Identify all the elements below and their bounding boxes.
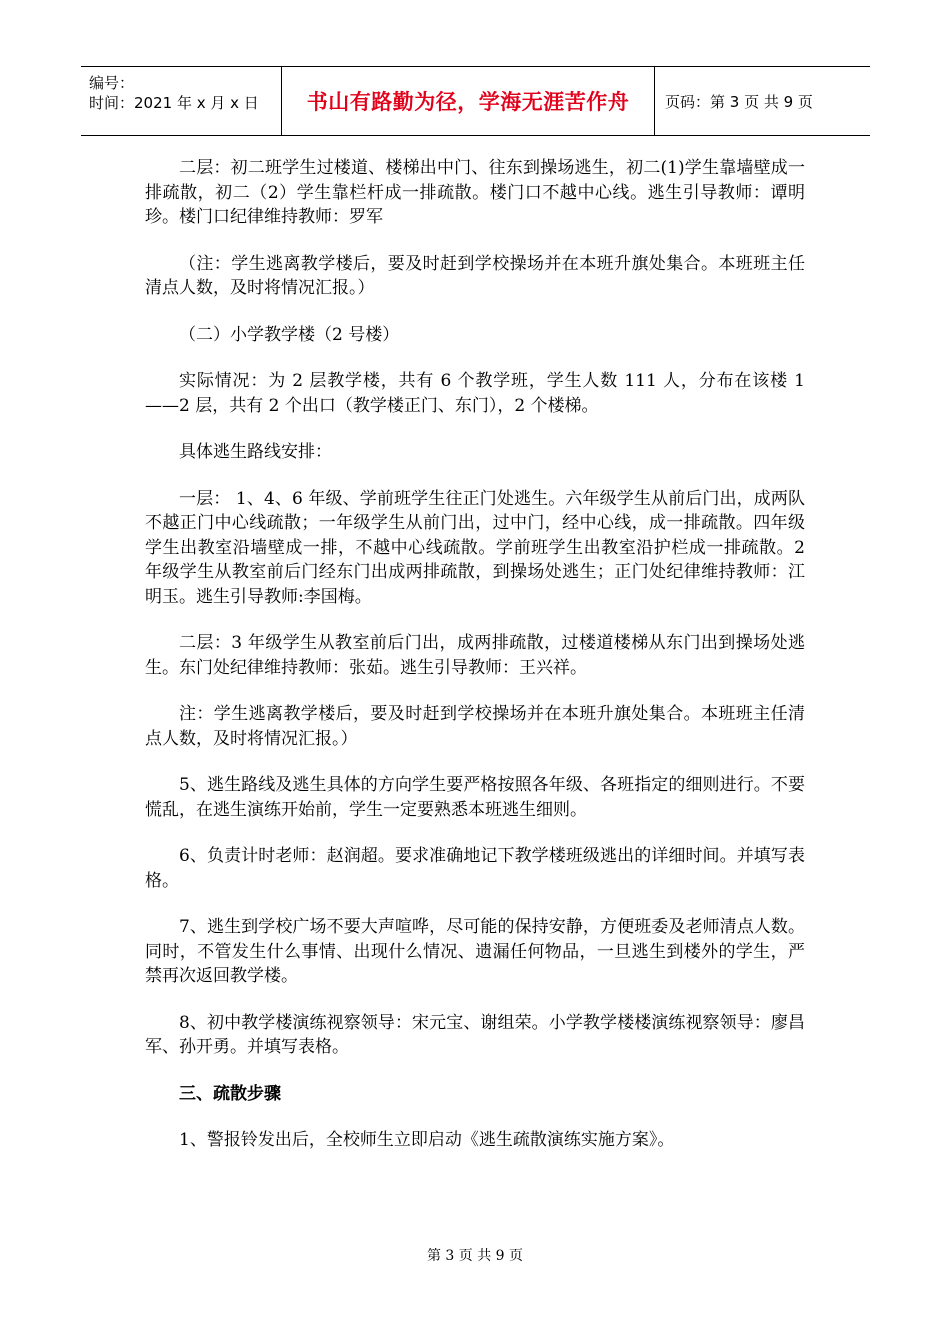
paragraph: 二层：3 年级学生从教室前后门出，成两排疏散，过楼道楼梯从东门出到操场处逃生。东门处纪律维持教师：张茹。逃生引导教师：王兴祥。 — [145, 633, 805, 678]
page-footer — [0, 1245, 950, 1265]
paragraph: 1、警报铃发出后，全校师生立即启动《逃生疏散演练实施方案》。 — [179, 1130, 675, 1150]
paragraph: 实际情况：为 2 层教学楼，共有 6 个教学班，学生人数 111 人，分布在该楼 1——2 层，共有 2 个出口（教学楼正门、东门），2 个楼梯。 — [145, 371, 805, 416]
code-label: 编号： — [89, 74, 135, 92]
paragraph: 5、逃生路线及逃生具体的方向学生要严格按照各年级、各班指定的细则进行。不要慌乱，在逃生演练开始前，学生一定要熟悉本班逃生细则。 — [145, 775, 805, 820]
paragraph: 注：学生逃离教学楼后，要及时赶到学校操场并在本班升旗处集合。本班班主任清点人数，及时将情况汇报。） — [145, 704, 805, 749]
paragraph: 7、逃生到学校广场不要大声喧哗，尽可能的保持安静，方便班委及老师清点人数。同时，不管发生什么事情、出现什么情况、遗漏任何物品，一旦逃生到楼外的学生，严禁再次返回教学楼。 — [145, 917, 805, 986]
section-subheading: （二）小学教学楼（2 号楼） — [179, 324, 400, 345]
footer-page-number: 第 3 页 共 9 页 — [426, 1248, 524, 1264]
paragraph: 二层：初二班学生过楼道、楼梯出中门、往东到操场逃生，初二(1)学生靠墙壁成一排疏散，初二（2）学生靠栏杆成一排疏散。楼门口不越中心线。逃生引导教师：谭明珍。楼门口纪律维持教师：罗军 — [145, 158, 805, 227]
time-label: 时间：2021 年 x 月 x 日 — [89, 94, 259, 112]
section-heading: 三、疏散步骤 — [179, 1083, 281, 1104]
motto-text: 书山有路勤为径，学海无涯苦作舟 — [306, 90, 630, 114]
paragraph: 具体逃生路线安排： — [179, 442, 332, 462]
paragraph: 一层： 1、4、6 年级、学前班学生往正门处逃生。六年级学生从前后门出，成两队不越正门中心线疏散；一年级学生从前门出，过中门，经中心线，成一排疏散。四年级学生出教室沿墙壁成一排，不越中心线疏散。学前班学生出教室沿护栏成一排疏散。2 年级学生从教室前后门经东门出成两排疏散，到操场处逃生；正门处纪律维持教师：江明玉。逃生引导教师:李国梅。 — [145, 488, 805, 607]
paragraph: （注：学生逃离教学楼后，要及时赶到学校操场并在本班升旗处集合。本班班主任清点人数，及时将情况汇报。） — [145, 253, 805, 298]
paragraph: 8、初中教学楼演练视察领导：宋元宝、谢组荣。小学教学楼楼演练视察领导：廖昌军、孙开勇。并填写表格。 — [145, 1012, 805, 1057]
page-header — [81, 66, 870, 136]
header-page-info — [655, 67, 870, 135]
document-body — [145, 156, 805, 1175]
header-meta — [81, 67, 282, 135]
paragraph: 6、负责计时老师：赵润超。要求准确地记下教学楼班级逃出的详细时间。并填写表格。 — [145, 846, 805, 891]
page-label: 页码：第 3 页 共 9 页 — [665, 92, 813, 111]
header-motto — [282, 67, 655, 135]
